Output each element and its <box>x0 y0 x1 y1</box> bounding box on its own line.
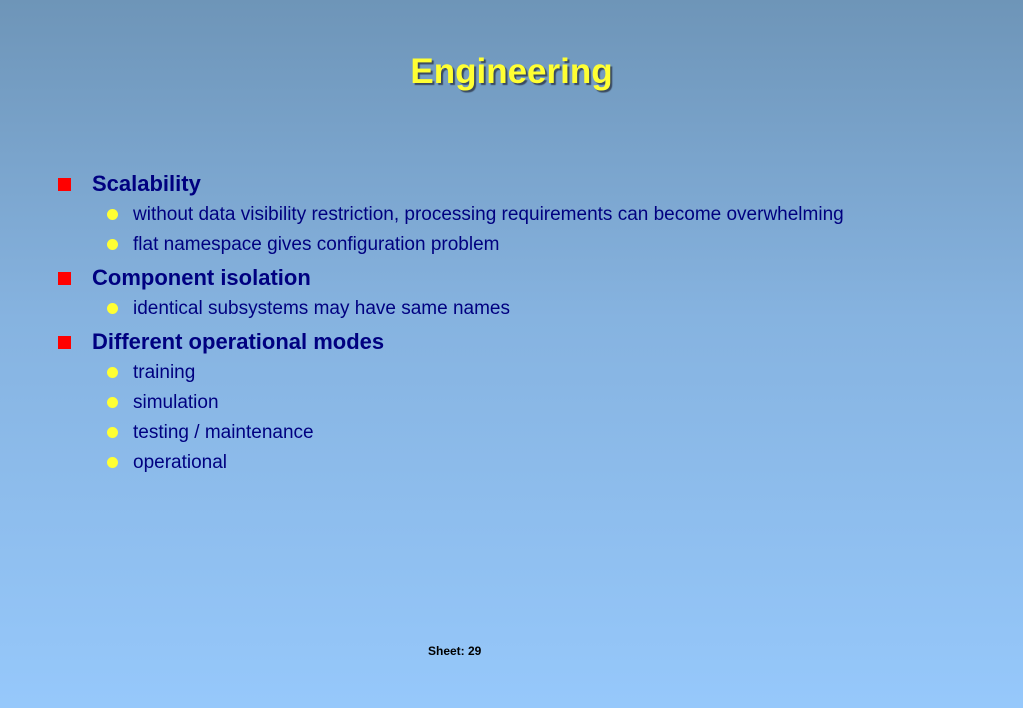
slide-title: Engineering <box>410 52 613 91</box>
bullet-level2 <box>58 418 1003 448</box>
bullet-level2 <box>58 388 1003 418</box>
circle-bullet-icon <box>107 303 118 314</box>
square-bullet-icon <box>58 336 71 349</box>
circle-bullet-icon <box>107 457 118 468</box>
bullet-text: training <box>133 362 196 383</box>
sheet-number: Sheet: 29 <box>428 644 482 658</box>
bullet-level1 <box>58 326 1003 358</box>
bullet-text: without data visibility restriction, processing requirements can become overwhelming <box>133 204 844 225</box>
bullet-heading: Component isolation <box>92 265 311 290</box>
bullet-text: identical subsystems may have same names <box>133 298 510 319</box>
bullet-list <box>58 168 1003 478</box>
circle-bullet-icon <box>107 397 118 408</box>
circle-bullet-icon <box>107 367 118 378</box>
square-bullet-icon <box>58 178 71 191</box>
bullet-level2 <box>58 448 1003 478</box>
bullet-level2 <box>58 230 1003 260</box>
bullet-text: operational <box>133 452 228 473</box>
bullet-level2 <box>58 294 1003 324</box>
square-bullet-icon <box>58 272 71 285</box>
bullet-heading: Scalability <box>92 171 201 196</box>
circle-bullet-icon <box>107 239 118 250</box>
bullet-text: simulation <box>133 392 219 413</box>
bullet-level2 <box>58 200 1003 230</box>
circle-bullet-icon <box>107 427 118 438</box>
bullet-text: testing / maintenance <box>133 422 314 443</box>
bullet-text: flat namespace gives configuration problem <box>133 234 500 255</box>
bullet-level1 <box>58 168 1003 200</box>
bullet-level2 <box>58 358 1003 388</box>
bullet-heading: Different operational modes <box>92 329 385 354</box>
circle-bullet-icon <box>107 209 118 220</box>
bullet-level1 <box>58 262 1003 294</box>
